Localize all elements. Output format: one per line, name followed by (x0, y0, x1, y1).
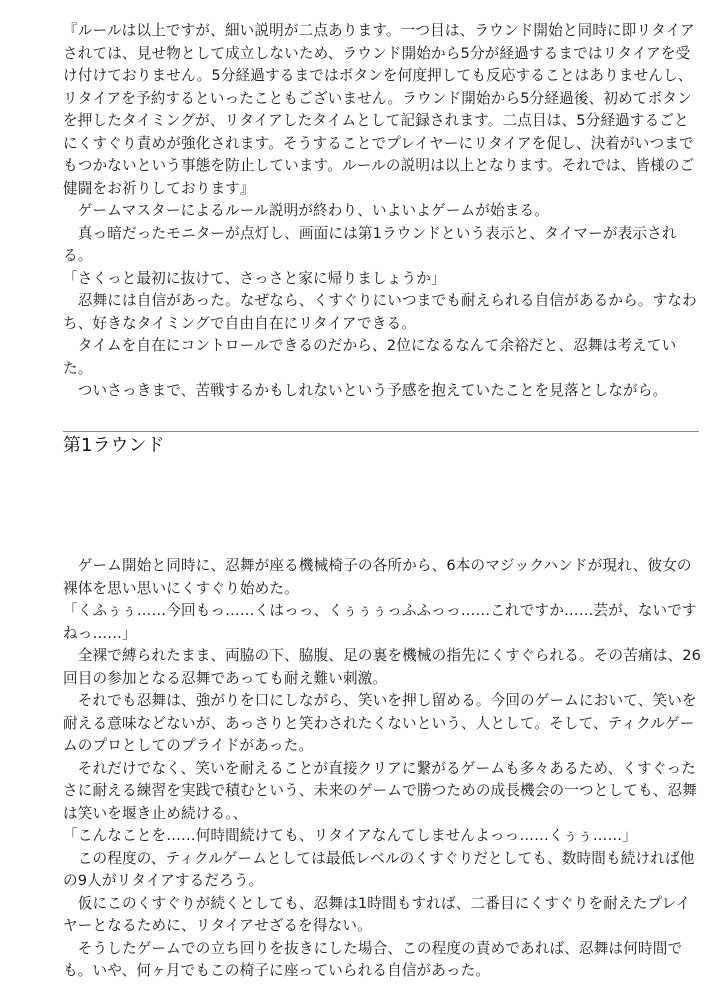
paragraph: そうしたゲームでの立ち回りを抜きにした場合、この程度の責めであれば、忍舞は何時間でも。いや、何ヶ月でもこの椅子に座っていられる自信があった。 (63, 939, 683, 979)
paragraph: ゲーム開始と同時に、忍舞が座る機械椅子の各所から、6本のマジックハンドが現れ、彼女の裸体を思い思いにくすぐり始めた。 (63, 557, 692, 597)
paragraph: ついさっきまで、苦戦するかもしれないという予感を抱えていたことを見落としながら。 (63, 382, 668, 399)
paragraph: タイムを自在にコントロールできるのだから、2位になるなんて余裕だと、忍舞は考えていた。 (63, 337, 677, 377)
paragraph: この程度の、ティクルゲームとしては最低レベルのくすぐりだとしても、数時間も続ければ他の9人がリタイアするだろう。 (63, 849, 695, 889)
section-divider (63, 431, 699, 432)
chapter-title: 第1ラウンド (63, 435, 165, 456)
round-1-section (63, 555, 703, 983)
dialogue-line: 「こんなことを……何時間続けても、リタイアなんてしませんよっっ……くぅぅ……」 (63, 827, 637, 844)
paragraph: それでも忍舞は、強がりを口にしながら、笑いを押し留める。今回のゲームにおいて、笑いを耐える意味などないが、あっさりと笑わされたくないという、人として。そして、ティクルゲームのプロとしてのプライドがあった。 (63, 692, 697, 754)
paragraph: 全裸で縛られたまま、両脇の下、脇腹、足の裏を機械の指先にくすぐられる。その苦痛は、26回目の参加となる忍舞であっても耐え難い刺激。 (63, 647, 702, 687)
paragraph: 『ルールは以上ですが、細い説明が二点あります。一つ目は、ラウンド開始と同時に即リタイアされては、見せ物として成立しないため、ラウンド開始から5分が経過するまではリタイアを受け付けておりません。5分経過するまではボタンを何度押しても反応することはありませんし、リタイアを予約するといったこともございません。ラウンド開始から5分経過後、初めてボタンを押したタイミングが、リタイアしたタイムとして記録されます。二点目は、5分経過するごとにくすぐり責めが強化されます。そうすることでプレイヤーにリタイアを促し、決着がいつまでもつかないという事態を防止しています。ルールの説明は以上となります。それでは、皆様のご健闘をお祈りしております』 (63, 22, 695, 197)
dialogue-line: 「さくっと最初に抜けて、さっさと家に帰りましょうか」 (63, 269, 446, 287)
paragraph: 仮にこのくすぐりが続くとしても、忍舞は1時間もすれば、二番目にくすぐりを耐えたプレイヤーとなるために、リタイアせざるを得ない。 (63, 894, 691, 934)
paragraph: それだけでなく、笑いを耐えることが直接クリアに繋がるゲームも多々あるため、くすぐったさに耐える練習を実践で積むという、未来のゲームで勝つための成長機会の一つとしても、忍舞は笑いを堰き止め続ける。、 (63, 759, 697, 822)
paragraph: 忍舞には自信があった。なぜなら、くすぐりにいつまでも耐えられる自信があるから。すなわち、好きなタイミングで自由自在にリタイアできる。 (63, 292, 697, 332)
paragraph: 真っ暗だったモニターが点灯し、画面には第1ラウンドという表示と、タイマーが表示される。 (63, 224, 677, 264)
rules-section (63, 20, 703, 403)
dialogue-line: 「くふぅぅ……今回もっ……くはっっ、くぅぅぅっふふっっ……これですか……芸が、ないですねっ……」 (63, 602, 697, 642)
paragraph: ゲームマスターによるルール説明が終わり、いよいよゲームが始まる。 (63, 202, 549, 219)
